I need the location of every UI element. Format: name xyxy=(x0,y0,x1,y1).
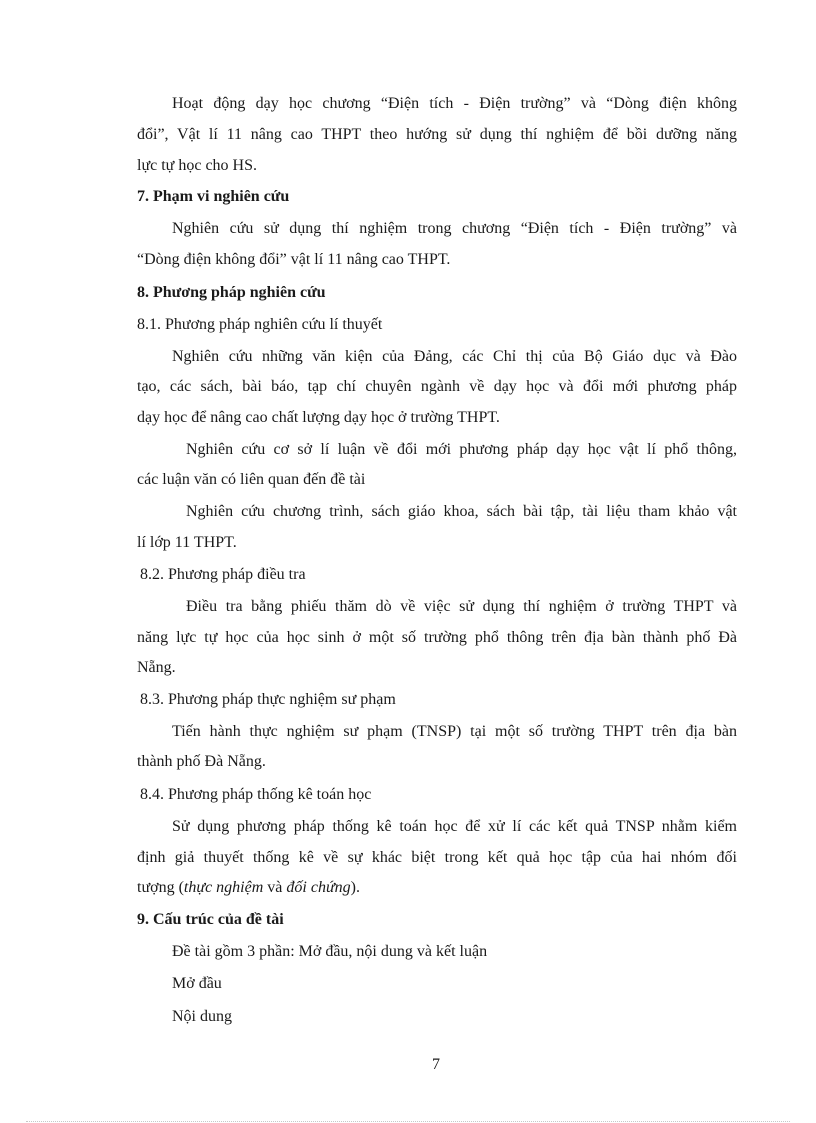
paragraph-theory1-line-2: tạo, các sách, bài báo, tạp chí chuyên ngành về dạy học và đổi mới phương pháp xyxy=(137,378,737,395)
paragraph-activity-line-1: Hoạt động dạy học chương “Điện tích - Điện trường” và “Dòng điện không xyxy=(172,95,737,112)
paragraph-survey-line-2: năng lực tự học của học sinh ở một số trường phổ thông trên địa bàn thành phố Đà xyxy=(137,629,737,646)
paragraph-survey-line-3: Nẵng. xyxy=(137,659,176,676)
paragraph-scope-line-2: “Dòng điện không đổi” vật lí 11 nâng cao THPT. xyxy=(137,251,451,268)
page-bottom-divider xyxy=(26,1121,790,1122)
structure-item: Mở đầu xyxy=(172,975,222,992)
paragraph-scope-line-1: Nghiên cứu sử dụng thí nghiệm trong chương “Điện tích - Điện trường” và xyxy=(172,220,737,237)
heading-section-9: 9. Cấu trúc của đề tài xyxy=(137,911,284,928)
subheading-8-1: 8.1. Phương pháp nghiên cứu lí thuyết xyxy=(137,316,383,333)
subheading-8-3: 8.3. Phương pháp thực nghiệm sư phạm xyxy=(140,691,396,708)
stats-text-after: ). xyxy=(350,879,360,896)
paragraph-stats-line-1: Sử dụng phương pháp thống kê toán học để xử lí các kết quả TNSP nhằm kiểm xyxy=(172,818,737,835)
stats-text-middle: và xyxy=(263,879,287,896)
paragraph-activity-line-2: đổi”, Vật lí 11 nâng cao THPT theo hướng sử dụng thí nghiệm để bồi dưỡng năng xyxy=(137,126,737,143)
subheading-8-4: 8.4. Phương pháp thống kê toán học xyxy=(140,786,372,803)
paragraph-experiment-line-2: thành phố Đà Nẵng. xyxy=(137,753,266,770)
paragraph-theory2-line-2: các luận văn có liên quan đến đề tài xyxy=(137,471,366,488)
paragraph-theory2-line-1: Nghiên cứu cơ sở lí luận về đổi mới phương pháp dạy học vật lí phổ thông, xyxy=(186,441,737,458)
paragraph-stats-line-2: định giả thuyết thống kê về sự khác biệt trong kết quả học tập của hai nhóm đối xyxy=(137,849,737,866)
paragraph-theory3-line-2: lí lớp 11 THPT. xyxy=(137,534,237,551)
paragraph-theory1-line-3: dạy học để nâng cao chất lượng dạy học ở trường THPT. xyxy=(137,409,500,426)
paragraph-theory3-line-1: Nghiên cứu chương trình, sách giáo khoa, sách bài tập, tài liệu tham khảo vật xyxy=(186,503,737,520)
stats-italic-experimental: thực nghiệm xyxy=(183,879,264,896)
page-number: 7 xyxy=(432,1056,440,1073)
stats-italic-control: đối chứng xyxy=(286,879,351,896)
structure-item: Nội dung xyxy=(172,1008,232,1025)
heading-section-8: 8. Phương pháp nghiên cứu xyxy=(137,284,326,301)
paragraph-survey-line-1: Điều tra bằng phiếu thăm dò về việc sử dụng thí nghiệm ở trường THPT và xyxy=(186,598,737,615)
paragraph-activity-line-3: lực tự học cho HS. xyxy=(137,157,257,174)
paragraph-theory1-line-1: Nghiên cứu những văn kiện của Đảng, các Chỉ thị của Bộ Giáo dục và Đào xyxy=(172,348,737,365)
structure-intro: Đề tài gồm 3 phần: Mở đầu, nội dung và kết luận xyxy=(172,943,488,960)
subheading-8-2: 8.2. Phương pháp điều tra xyxy=(140,566,306,583)
heading-section-7: 7. Phạm vi nghiên cứu xyxy=(137,188,290,205)
paragraph-experiment-line-1: Tiến hành thực nghiệm sư phạm (TNSP) tại một số trường THPT trên địa bàn xyxy=(172,723,737,740)
stats-text-before: tượng ( xyxy=(137,879,184,896)
paragraph-stats-line-3 xyxy=(137,878,360,898)
